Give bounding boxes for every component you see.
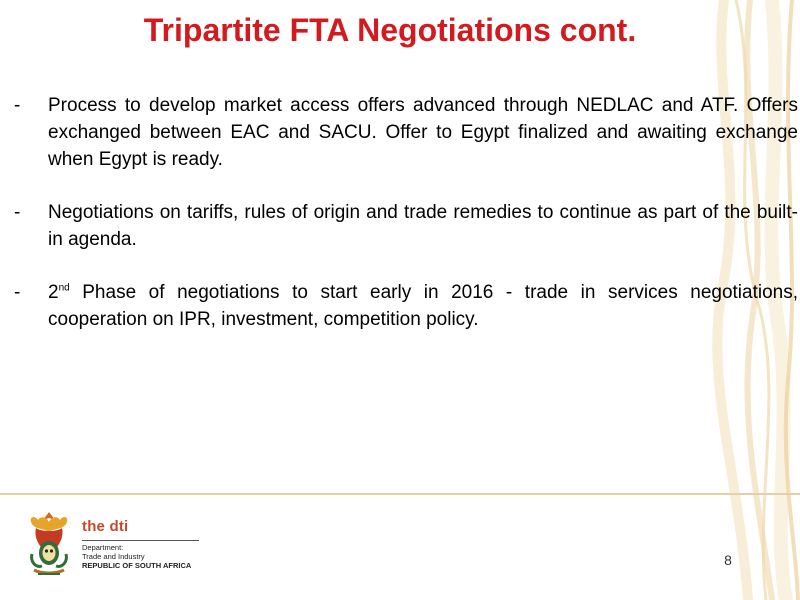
dti-country-name: REPUBLIC OF SOUTH AFRICA [82,561,192,570]
bullet-marker: - [14,202,21,223]
bullet-marker: - [14,95,21,116]
bullet-text [48,279,798,333]
ordinal-number: 2 [48,282,59,303]
coat-of-arms-icon [24,508,74,578]
dti-department-label: Department: [82,543,124,552]
slide-title: Tripartite FTA Negotiations cont. [143,12,637,48]
bullet-text-body: Phase of negotiations to start early in 2016 - trade in services negotiations, cooperation on IPR, investment, competition policy. [48,282,798,330]
footer-divider [0,493,800,495]
dti-logo-divider [82,540,199,541]
dti-brand-text: the dti [82,518,129,535]
page-number: 8 [724,552,732,568]
bullet-item [14,92,798,173]
dti-department-name: Trade and Industry [82,552,145,561]
dti-logo [24,508,204,580]
bullet-text: Process to develop market access offers advanced through NEDLAC and ATF. Offers exchanged between EAC and SACU. Offer to Egypt finalized and awaiting exchange when Egypt is ready. [48,95,798,170]
bullet-marker: - [14,282,21,303]
ordinal-suffix: nd [58,282,70,294]
bullet-list [14,92,798,359]
bullet-text: Negotiations on tariffs, rules of origin and trade remedies to continue as part of the built-in agenda. [48,202,798,250]
bullet-item [14,199,798,253]
bullet-item [14,279,798,333]
